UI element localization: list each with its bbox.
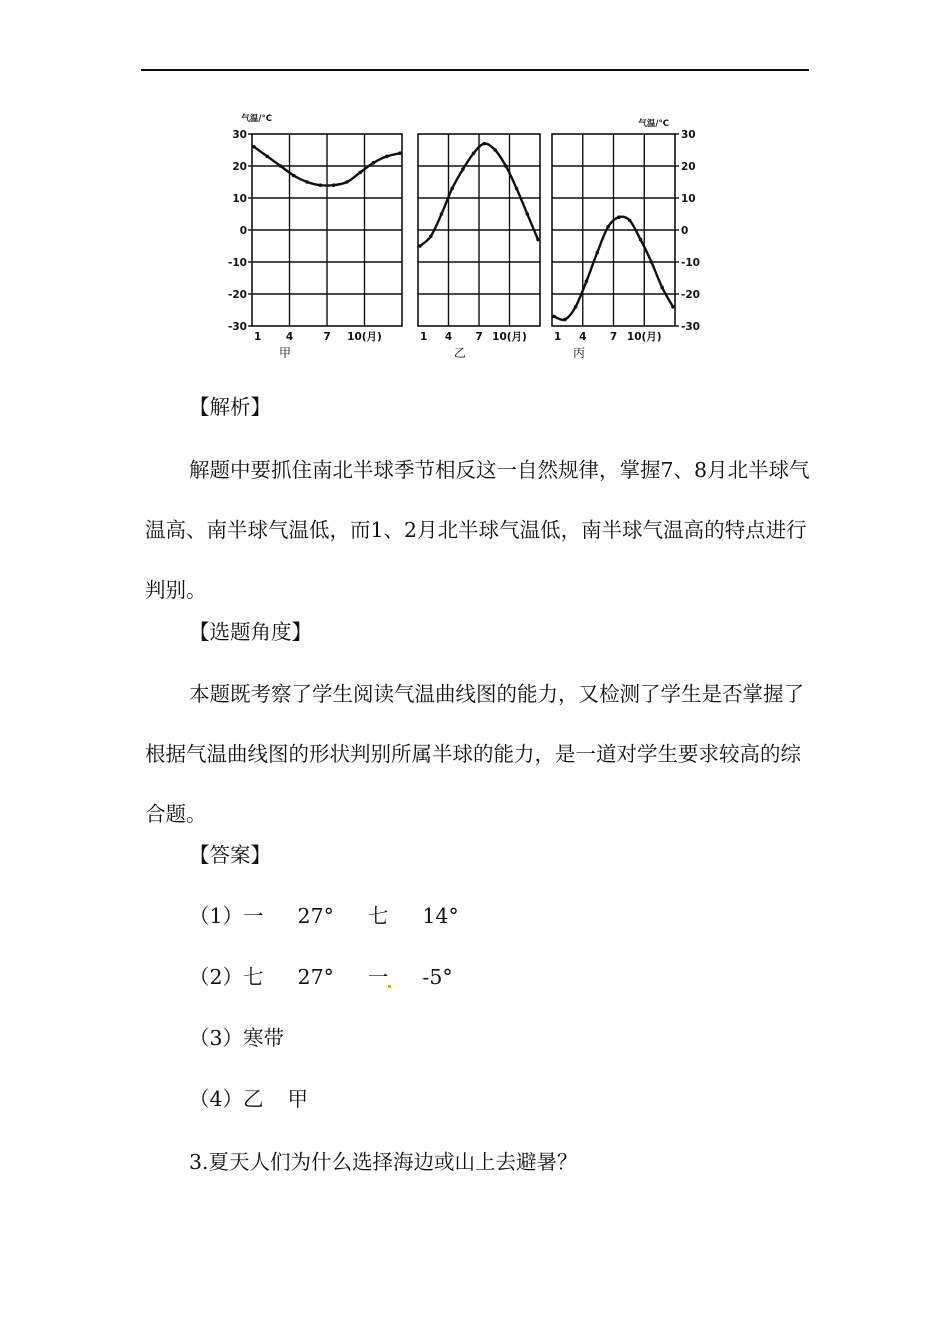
data-point [252,145,256,149]
marker-dot [388,985,391,988]
chart-caption: 甲 [278,346,292,360]
angle-paragraph [145,664,810,844]
question-3: 3.夏天人们为什么选择海边或山上去避暑？ [189,1150,578,1174]
data-point [563,318,567,322]
y-tick-label: 30 [232,129,247,141]
y-tick-label: -20 [681,289,700,301]
data-point [639,238,643,242]
data-point [574,305,578,309]
data-point [595,251,599,255]
header-rule [141,69,809,71]
data-point [628,219,632,223]
y-tick-label: -10 [228,257,247,269]
answer-part: 27° [297,904,334,928]
data-point [265,155,269,159]
x-tick-label: 1 [254,331,262,343]
x-tick-label: 7 [323,331,331,343]
answer-part: 甲 [287,1087,309,1111]
answer-label: （1） [189,904,244,928]
data-point [585,279,589,283]
y-tick-label: 10 [232,193,247,205]
answer-part: 寒带 [243,1026,285,1050]
x-tick-label: 7 [475,331,483,343]
x-tick-label: 4 [444,331,453,343]
y-axis-label: 气温/°C [241,114,272,124]
analysis-heading: 【解析】 [189,395,271,419]
answer-line-1 [189,906,459,926]
data-point [650,260,654,264]
y-tick-label: -20 [228,289,247,301]
data-point [671,305,675,309]
answer-line-4 [189,1089,308,1109]
data-point [305,180,309,184]
y-tick-label: 20 [681,161,696,173]
angle-heading: 【选题角度】 [189,620,312,644]
data-point [358,171,362,175]
data-point [398,151,402,155]
y-tick-label: -30 [681,321,700,333]
data-point [332,183,336,187]
answer-label: （4） [189,1087,244,1111]
analysis-text: 解题中要抓住南北半球季节相反这一自然规律，掌握7、8月北半球气温高、南半球气温低，而1、2月北半球气温低，南半球气温高的特点进行判别。 [145,458,810,602]
data-point [372,161,376,165]
angle-text: 本题既考察了学生阅读气温曲线图的能力，又检测了学生是否掌握了根据气温曲线图的形状判别所属半球的能力，是一道对学生要求较高的综合题。 [145,682,804,826]
x-tick-label: 4 [579,331,587,343]
y-tick-label: 20 [232,161,247,173]
x-tick-label: 10(月) [492,331,527,343]
y-tick-label: -30 [228,321,247,333]
answer-part: 乙 [243,1087,264,1111]
answer-part: 七 [243,965,264,989]
data-point [345,180,349,184]
data-point [493,148,497,152]
answer-label: （2） [189,965,244,989]
data-point [319,183,323,187]
chart-caption: 丙 [573,346,586,360]
analysis-paragraph [145,440,810,620]
temperature-charts-figure [222,108,722,368]
data-point [515,187,519,191]
data-point [660,286,664,290]
data-point [536,238,540,242]
chart-caption: 乙 [453,346,466,360]
answer-label: （3） [189,1026,244,1050]
x-tick-label: 7 [609,331,618,343]
y-tick-label: -10 [681,257,700,269]
x-tick-label: 10(月) [347,331,382,343]
data-point [418,244,422,248]
answer-part: 14° [422,904,459,928]
data-point [552,315,556,319]
data-point [292,174,296,178]
y-tick-label: 0 [239,225,247,237]
y-tick-label: 10 [681,193,696,205]
data-point [617,215,621,219]
data-point [504,164,508,168]
y-tick-label: 30 [681,129,696,141]
answer-part: -5° [422,965,453,989]
x-tick-label: 10(月) [626,331,662,343]
data-point [461,167,465,171]
x-tick-label: 1 [420,331,428,343]
data-point [525,212,529,216]
answer-part: 七 [367,904,389,928]
data-point [606,225,610,229]
data-point [429,235,433,239]
data-point [279,164,283,168]
data-point [385,155,389,159]
data-point [483,142,487,146]
answer-line-2 [189,967,453,987]
answer-part: 27° [297,965,334,989]
data-point [450,187,454,191]
x-tick-label: 1 [554,331,562,343]
answer-heading: 【答案】 [189,843,271,867]
x-tick-label: 4 [285,331,294,343]
y-tick-label: 0 [681,225,689,237]
answer-part: 一 [367,965,389,989]
data-point [472,151,476,155]
answer-part: 一 [243,904,264,928]
answer-line-3 [189,1028,284,1048]
data-point [440,212,444,216]
y-axis-label: 气温/°C [638,119,669,129]
